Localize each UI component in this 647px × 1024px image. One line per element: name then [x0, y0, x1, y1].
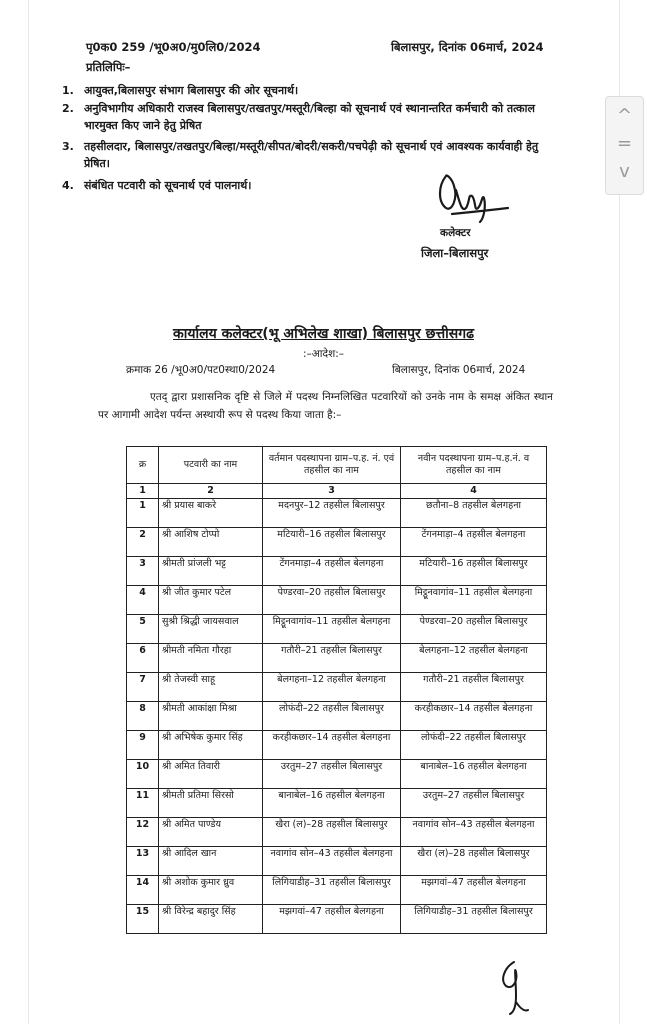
row-serial: 9: [127, 731, 159, 760]
subheader-cell: 1: [127, 484, 159, 499]
order-ref-number: क्रमाक 26 /भू0अ0/पट0स्था0/2024: [126, 364, 276, 376]
copy-item-number: 3.: [62, 140, 74, 153]
row-name: श्री विरेन्द्र बहादुर सिंह: [159, 905, 263, 934]
row-current-posting: लिगियाडीह–31 तहसील बिलासपुर: [263, 876, 401, 905]
row-serial: 5: [127, 615, 159, 644]
table-row: [127, 847, 547, 876]
copy-label: प्रतिलिपिः–: [86, 60, 131, 74]
header-new-posting: नवीन पदस्थापना ग्राम–प.ह.नं. व तहसील का नाम: [401, 447, 547, 484]
row-name: श्रीमती नमिता गौरहा: [159, 644, 263, 673]
row-current-posting: मटियारी–16 तहसील बिलासपुर: [263, 528, 401, 557]
table-row: [127, 702, 547, 731]
row-name: श्री आशिष टोप्पो: [159, 528, 263, 557]
row-name: श्री अशोक कुमार ध्रुव: [159, 876, 263, 905]
table-row: [127, 760, 547, 789]
row-new-posting: करहीकछार–14 तहसील बेलगहना: [401, 702, 547, 731]
row-name: श्री तेजस्वी साहू: [159, 673, 263, 702]
row-name: श्री अभिषेक कुमार सिंह: [159, 731, 263, 760]
row-serial: 15: [127, 905, 159, 934]
signature-icon: [432, 168, 512, 230]
signature-office: जिला–बिलासपुर: [421, 246, 489, 260]
row-name: श्री प्रयास बाकरे: [159, 499, 263, 528]
row-serial: 10: [127, 760, 159, 789]
row-current-posting: पेण्डरवा–20 तहसील बिलासपुर: [263, 586, 401, 615]
initials-signature-icon: [494, 958, 534, 1018]
row-name: श्रीमती प्रांजली भट्ट: [159, 557, 263, 586]
row-current-posting: उरतुम–27 तहसील बिलासपुर: [263, 760, 401, 789]
table-subheader-row: [127, 484, 547, 499]
row-name: श्री आदिल खान: [159, 847, 263, 876]
ref-number: पृ0क0 259 /भू0अ0/मु0लि0/2024: [86, 40, 261, 54]
order-label: :–आदेश:–: [302, 348, 345, 360]
table-row: [127, 528, 547, 557]
row-new-posting: गतौरी–21 तहसील बिलासपुर: [401, 673, 547, 702]
row-name: श्री जीत कुमार पटेल: [159, 586, 263, 615]
header-serial: क्र: [127, 447, 159, 484]
table-row: [127, 673, 547, 702]
table-row: [127, 586, 547, 615]
table-row: [127, 876, 547, 905]
table-row: [127, 905, 547, 934]
row-new-posting: टेंगनमाड़ा–4 तहसील बेलगहना: [401, 528, 547, 557]
copy-item-number: 1.: [62, 84, 74, 97]
table-row: [127, 615, 547, 644]
subheader-cell: 4: [401, 484, 547, 499]
row-current-posting: टेंगनमाड़ा–4 तहसील बेलगहना: [263, 557, 401, 586]
order-paragraph: [98, 388, 553, 424]
row-name: श्री अमित तिवारी: [159, 760, 263, 789]
copy-item-3: [62, 138, 564, 172]
row-current-posting: नवागांव सोन–43 तहसील बेलगहना: [263, 847, 401, 876]
table-row: [127, 789, 547, 818]
row-serial: 14: [127, 876, 159, 905]
subheader-cell: 3: [263, 484, 401, 499]
copy-item-1: [62, 82, 564, 99]
row-name: श्रीमती प्रतिमा सिरसो: [159, 789, 263, 818]
row-serial: 8: [127, 702, 159, 731]
row-serial: 6: [127, 644, 159, 673]
row-current-posting: मदनपुर–12 तहसील बिलासपुर: [263, 499, 401, 528]
row-current-posting: गतौरी–21 तहसील बिलासपुर: [263, 644, 401, 673]
row-new-posting: बानाबेल–16 तहसील बेलगहना: [401, 760, 547, 789]
copy-item-text: तहसीलदार, बिलासपुर/तखतपुर/बिल्हा/मस्तूरी/सीपत/बोदरी/सकरी/पचपेढ़ी को सूचनार्थ एवं आवश्यक कार्यवाही हेतु प्रेषित।: [84, 140, 539, 170]
office-title: कार्यालय कलेक्टर(भू अभिलेख शाखा) बिलासपुर छत्तीसगढ: [173, 326, 474, 342]
header-date: बिलासपुर, दिनांक 06मार्च, 2024: [391, 40, 544, 54]
scroll-up-icon[interactable]: ^: [616, 105, 633, 126]
row-serial: 4: [127, 586, 159, 615]
row-new-posting: लोफंदी–22 तहसील बिलासपुर: [401, 731, 547, 760]
table-row: [127, 731, 547, 760]
row-name: श्रीमती आकांक्षा मिश्रा: [159, 702, 263, 731]
row-current-posting: मिट्ठूनवागांव–11 तहसील बेलगहना: [263, 615, 401, 644]
scroll-thumb-icon[interactable]: =: [616, 133, 633, 154]
row-new-posting: उरतुम–27 तहसील बिलासपुर: [401, 789, 547, 818]
scroll-down-icon[interactable]: v: [619, 161, 630, 182]
row-new-posting: मटियारी–16 तहसील बिलासपुर: [401, 557, 547, 586]
row-new-posting: पेण्डरवा–20 तहसील बिलासपुर: [401, 615, 547, 644]
row-current-posting: बानाबेल–16 तहसील बेलगहना: [263, 789, 401, 818]
row-current-posting: खैरा (ल)–28 तहसील बिलासपुर: [263, 818, 401, 847]
signature-title: कलेक्टर: [440, 227, 471, 239]
table-row: [127, 818, 547, 847]
table-row: [127, 644, 547, 673]
row-serial: 1: [127, 499, 159, 528]
row-new-posting: छतौना–8 तहसील बेलगहना: [401, 499, 547, 528]
row-current-posting: मझगवां–47 तहसील बेलगहना: [263, 905, 401, 934]
row-serial: 12: [127, 818, 159, 847]
row-new-posting: बेलगहना–12 तहसील बेलगहना: [401, 644, 547, 673]
row-new-posting: नवागांव सोन–43 तहसील बेलगहना: [401, 818, 547, 847]
copy-item-number: 2.: [62, 102, 74, 115]
row-serial: 3: [127, 557, 159, 586]
row-current-posting: करहीकछार–14 तहसील बेलगहना: [263, 731, 401, 760]
copy-item-number: 4.: [62, 179, 74, 192]
scrollbar[interactable]: [605, 96, 644, 195]
copy-item-text: संबंधित पटवारी को सूचनार्थ एवं पालनार्थ।: [84, 179, 252, 192]
table-header-row: [127, 447, 547, 484]
header-name: पटवारी का नाम: [159, 447, 263, 484]
row-new-posting: मझगवां–47 तहसील बेलगहना: [401, 876, 547, 905]
copy-item-2: [62, 100, 564, 134]
copy-item-text: आयुक्त,बिलासपुर संभाग बिलासपुर की ओर सूचनार्थ।: [84, 84, 299, 97]
table-row: [127, 499, 547, 528]
row-current-posting: बेलगहना–12 तहसील बेलगहना: [263, 673, 401, 702]
order-date: बिलासपुर, दिनांक 06मार्च, 2024: [392, 364, 526, 376]
subheader-cell: 2: [159, 484, 263, 499]
row-new-posting: मिट्ठूनवागांव–11 तहसील बेलगहना: [401, 586, 547, 615]
copy-item-text: अनुविभागीय अधिकारी राजस्व बिलासपुर/तखतपुर/मस्तूरी/बिल्हा को सूचनार्थ एवं स्थानान्तरित कर्मचारी को तत्काल भारमुक्त किए जाने हेतु प्रेषित: [84, 102, 535, 132]
row-serial: 11: [127, 789, 159, 818]
row-new-posting: लिगियाडीह–31 तहसील बिलासपुर: [401, 905, 547, 934]
transfer-table: [126, 446, 547, 934]
header-current-posting: वर्तमान पदस्थापना ग्राम–प.ह. नं. एवं तहसील का नाम: [263, 447, 401, 484]
row-serial: 2: [127, 528, 159, 557]
row-current-posting: लोफंदी–22 तहसील बिलासपुर: [263, 702, 401, 731]
row-serial: 7: [127, 673, 159, 702]
row-name: श्री अमित पाण्डेय: [159, 818, 263, 847]
order-paragraph-text: एतद् द्वारा प्रशासनिक दृष्टि से जिले में पदस्थ निम्नलिखित पटवारियों को उनके नाम के समक्ष अंकित स्थान पर आगामी आदेश पर्यन्त अस्थायी रूप से पदस्थ किया जाता है:–: [98, 391, 553, 421]
row-serial: 13: [127, 847, 159, 876]
row-new-posting: खैरा (ल)–28 तहसील बिलासपुर: [401, 847, 547, 876]
row-name: सुश्री श्रिद्धी जायसवाल: [159, 615, 263, 644]
table-row: [127, 557, 547, 586]
